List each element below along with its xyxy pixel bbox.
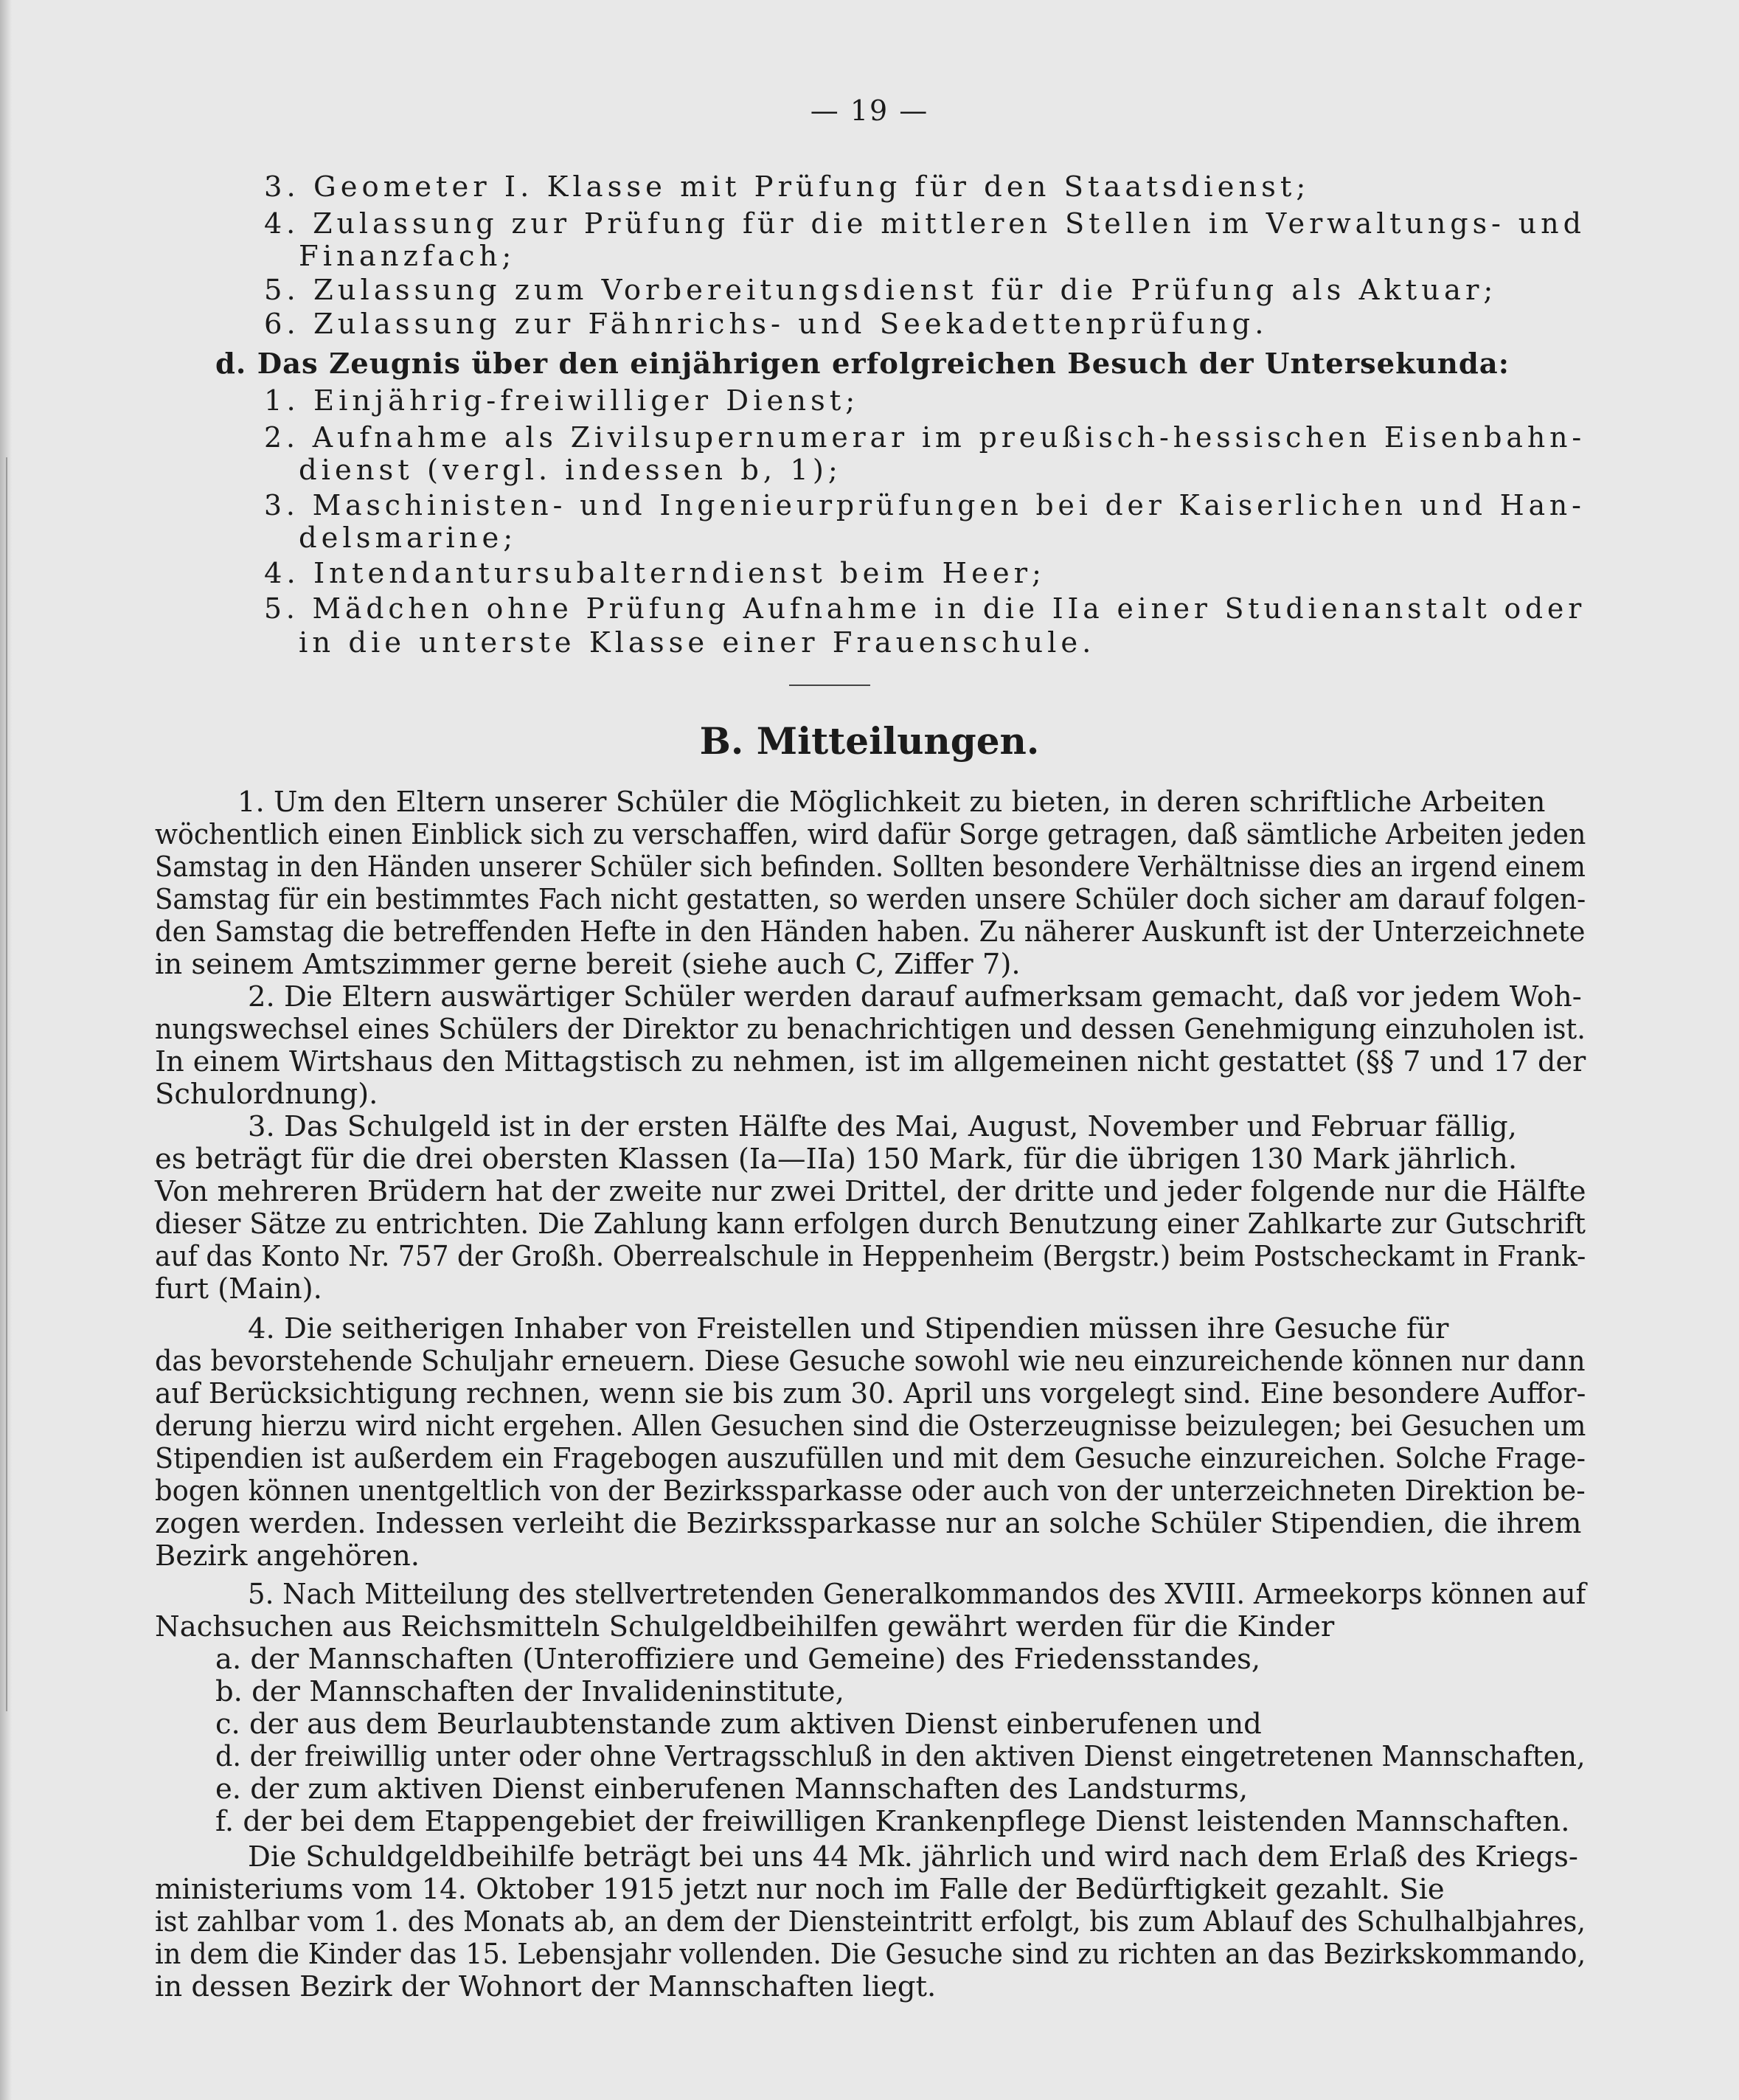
list-item: e. der zum aktiven Dienst einberufenen Mannschaften des Landsturms, bbox=[215, 1772, 1249, 1806]
body-line: Nachsuchen aus Reichsmitteln Schulgeldbeihilfen gewährt werden für die Kinder bbox=[155, 1610, 1335, 1643]
body-line: dieser Sätze zu entrichten. Die Zahlung kann erfolgen durch Benutzung einer Zahlkarte zur Gutschrift bbox=[155, 1207, 1586, 1241]
list-item: 6. Zulassung zur Fähnrichs- und Seekadettenprüfung. bbox=[264, 308, 1268, 341]
body-line: ist zahlbar vom 1. des Monats ab, an dem der Diensteintritt erfolgt, bis zum Ablauf des Schulhalbjahres, bbox=[155, 1905, 1586, 1938]
body-line: 3. Das Schulgeld ist in der ersten Hälfte des Mai, August, November und Februar fällig, bbox=[248, 1110, 1517, 1143]
body-line: das bevorstehende Schuljahr erneuern. Diese Gesuche sowohl wie neu einzureichende können nur dann bbox=[155, 1345, 1586, 1378]
binding-line bbox=[6, 457, 7, 1711]
body-line: 4. Die seitherigen Inhaber von Freistellen und Stipendien müssen ihre Gesuche für bbox=[248, 1312, 1449, 1345]
body-line: in dem die Kinder das 15. Lebensjahr vollenden. Die Gesuche sind zu richten an das Bezirkskommando, bbox=[155, 1938, 1586, 1971]
section-d-title: d. Das Zeugnis über den einjährigen erfolgreichen Besuch der Untersekunda: bbox=[215, 347, 1510, 381]
divider bbox=[789, 685, 870, 686]
list-item: 1. Einjährig-freiwilliger Dienst; bbox=[264, 384, 860, 417]
body-line: Samstag in den Händen unserer Schüler sich befinden. Sollten besondere Verhältnisse dies an irgend einem bbox=[155, 850, 1586, 884]
page-number: — 19 — bbox=[810, 94, 929, 127]
body-line: bogen können unentgeltlich von der Bezirkssparkasse oder auch von der unterzeichneten Direktion be- bbox=[155, 1474, 1586, 1508]
body-line: Schulordnung). bbox=[155, 1078, 378, 1111]
list-item: 4. Intendantursubalterndienst beim Heer; bbox=[264, 557, 1046, 590]
list-item: f. der bei dem Etappengebiet der freiwilligen Krankenpflege Dienst leistenden Mannschaften. bbox=[215, 1805, 1570, 1838]
body-line: in dessen Bezirk der Wohnort der Mannschaften liegt. bbox=[155, 1970, 937, 2003]
body-line: zogen werden. Indessen verleiht die Bezirkssparkasse nur an solche Schüler Stipendien, die ihrem bbox=[155, 1507, 1582, 1540]
list-item: 3. Geometer I. Klasse mit Prüfung für den Staatsdienst; bbox=[264, 170, 1311, 204]
body-line: auf Berücksichtigung rechnen, wenn sie bis zum 30. April uns vorgelegt sind. Eine besondere Auffor- bbox=[155, 1377, 1586, 1410]
list-item: 5. Mädchen ohne Prüfung Aufnahme in die IIa einer Studienanstalt oder bbox=[264, 592, 1586, 626]
body-line: Stipendien ist außerdem ein Fragebogen auszufüllen und mit dem Gesuche einzureichen. Solche Frage- bbox=[155, 1442, 1586, 1475]
list-item-continuation: Finanzfach; bbox=[299, 240, 516, 273]
body-line: Von mehreren Brüdern hat der zweite nur zwei Drittel, der dritte und jeder folgende nur die Hälfte bbox=[155, 1175, 1586, 1208]
list-item-continuation: in die unterste Klasse einer Frauenschule. bbox=[299, 626, 1096, 659]
body-line: auf das Konto Nr. 757 der Großh. Oberrealschule in Heppenheim (Bergstr.) beim Postscheckamt in Frank- bbox=[155, 1240, 1586, 1273]
body-line: wöchentlich einen Einblick sich zu verschaffen, wird dafür Sorge getragen, daß sämtliche Arbeiten jeden bbox=[155, 818, 1586, 851]
body-line: Die Schuldgeldbeihilfe beträgt bei uns 44 Mk. jährlich und wird nach dem Erlaß des Kriegs- bbox=[248, 1840, 1578, 1874]
body-line: 1. Um den Eltern unserer Schüler die Möglichkeit zu bieten, in deren schriftliche Arbeiten bbox=[237, 786, 1546, 819]
body-line: ministeriums vom 14. Oktober 1915 jetzt nur noch im Falle der Bedürftigkeit gezahlt. Sie bbox=[155, 1873, 1445, 1906]
body-line: es beträgt für die drei obersten Klassen (Ia—IIa) 150 Mark, für die übrigen 130 Mark jährlich. bbox=[155, 1143, 1518, 1176]
list-item: 4. Zulassung zur Prüfung für die mittleren Stellen im Verwaltungs- und bbox=[264, 207, 1586, 240]
list-item: 3. Maschinisten- und Ingenieurprüfungen bei der Kaiserlichen und Han- bbox=[264, 489, 1586, 522]
body-line: Bezirk angehören. bbox=[155, 1539, 420, 1573]
body-line: furt (Main). bbox=[155, 1272, 322, 1306]
list-item-continuation: delsmarine; bbox=[299, 521, 518, 555]
list-item: 5. Zulassung zum Vorbereitungsdienst für die Prüfung als Aktuar; bbox=[264, 274, 1498, 307]
list-item: 2. Aufnahme als Zivilsupernumerar im preußisch-hessischen Eisenbahn- bbox=[264, 421, 1586, 454]
list-item: a. der Mannschaften (Unteroffiziere und Gemeine) des Friedensstandes, bbox=[215, 1643, 1261, 1676]
list-item: c. der aus dem Beurlaubtenstande zum aktiven Dienst einberufenen und bbox=[215, 1708, 1262, 1741]
body-line: nungswechsel eines Schülers der Direktor zu benachrichtigen und dessen Genehmigung einzuholen ist. bbox=[155, 1013, 1586, 1046]
list-item-continuation: dienst (vergl. indessen b, 1); bbox=[299, 454, 842, 487]
section-heading: B. Mitteilungen. bbox=[699, 719, 1040, 763]
list-item: b. der Mannschaften der Invalideninstitute, bbox=[215, 1675, 844, 1708]
body-line: in seinem Amtszimmer gerne bereit (siehe auch C, Ziffer 7). bbox=[155, 948, 1021, 981]
body-line: den Samstag die betreffenden Hefte in den Händen haben. Zu näherer Auskunft ist der Unterzeichnete bbox=[155, 915, 1586, 949]
body-line: 5. Nach Mitteilung des stellvertretenden Generalkommandos des XVIII. Armeekorps können auf bbox=[248, 1578, 1586, 1611]
body-line: In einem Wirtshaus den Mittagstisch zu nehmen, ist im allgemeinen nicht gestattet (§§ 7 und 17 der bbox=[155, 1045, 1586, 1078]
body-line: 2. Die Eltern auswärtiger Schüler werden darauf aufmerksam gemacht, daß vor jedem Woh- bbox=[248, 980, 1582, 1013]
body-line: derung hierzu wird nicht ergehen. Allen Gesuchen sind die Osterzeugnisse beizulegen; bei Gesuchen um bbox=[155, 1410, 1586, 1443]
list-item: d. der freiwillig unter oder ohne Vertragsschluß in den aktiven Dienst eingetretenen Mannschaften, bbox=[215, 1740, 1586, 1773]
body-line: Samstag für ein bestimmtes Fach nicht gestatten, so werden unsere Schüler doch sicher am darauf folgen- bbox=[155, 883, 1586, 916]
